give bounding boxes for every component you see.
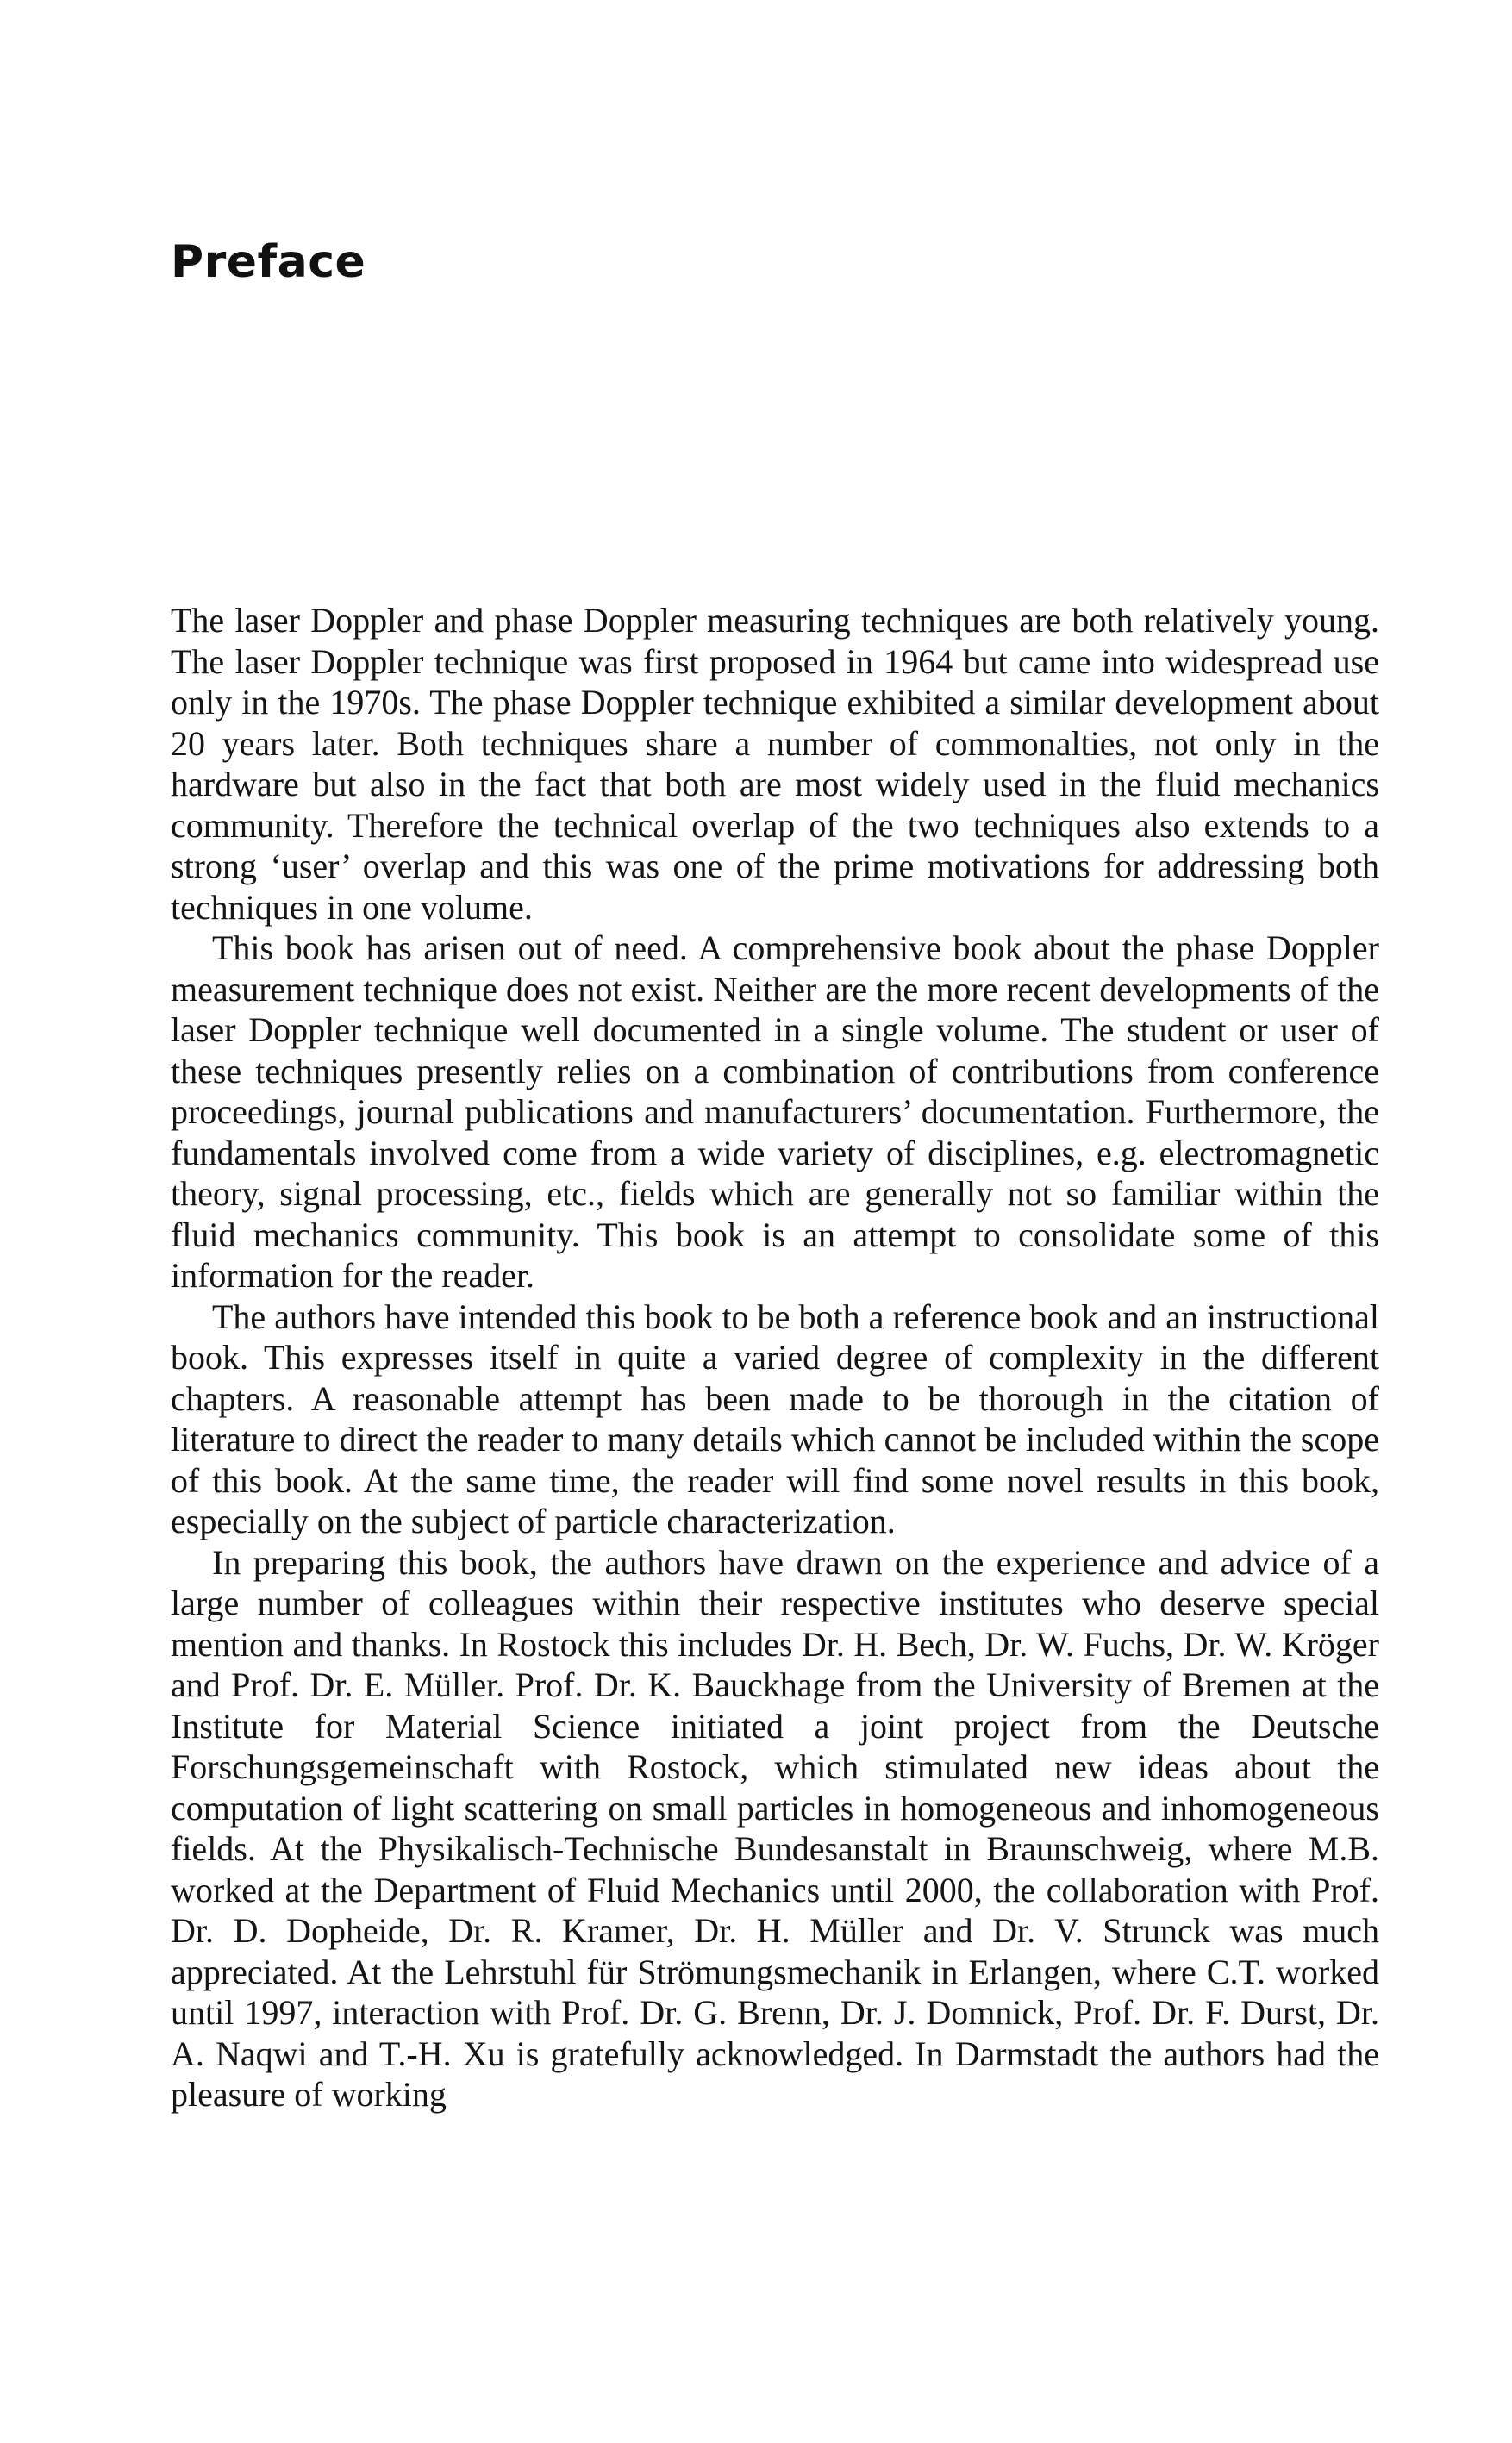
paragraph-2: This book has arisen out of need. A comprehensive book about the phase Doppler measurement technique does not exist. Neither are the more recent developments of the laser Doppler technique well documented in a single volume. The student or user of these techniques presently relies on a combination of contributions from conference proceedings, journal publications and manufacturers’ documentation. Furthermore, the fundamentals involved come from a wide variety of disciplines, e.g. electromagnetic theory, signal processing, etc., fields which are generally not so familiar within the fluid mechanics community. This book is an attempt to consolidate some of this information for the reader. xyxy=(171,928,1379,1295)
paragraph-1: The laser Doppler and phase Doppler measuring techniques are both relatively young. The laser Doppler technique was first proposed in 1964 but came into widespread use only in the 1970s. The phase Doppler technique exhibited a similar development about 20 years later. Both techniques share a number of commonalties, not only in the hardware but also in the fact that both are most widely used in the fluid mechanics community. Therefore the technical overlap of the two techniques also extends to a strong ‘user’ overlap and this was one of the prime motivations for addressing both techniques in one volume. xyxy=(171,601,1379,927)
paragraph-4: In preparing this book, the authors have drawn on the experience and advice of a large number of colleagues within their respective institutes who deserve special mention and thanks. In Rostock this includes Dr. H. Bech, Dr. W. Fuchs, Dr. W. Kröger and Prof. Dr. E. Müller. Prof. Dr. K. Bauckhage from the University of Bremen at the Institute for Material Science initiated a joint project from the Deutsche Forschungsgemeinschaft with Rostock, which stimulated new ideas about the computation of light scattering on small particles in homogeneous and inhomogeneous fields. At the Physikalisch-Technische Bundesanstalt in Braunschweig, where M.B. worked at the Department of Fluid Mechanics until 2000, the collaboration with Prof. Dr. D. Dopheide, Dr. R. Kramer, Dr. H. Müller and Dr. V. Strunck was much appreciated. At the Lehrstuhl für Strömungsmechanik in Erlangen, where C.T. worked until 1997, interaction with Prof. Dr. G. Brenn, Dr. J. Domnick, Prof. Dr. F. Durst, Dr. A. Naqwi and T.-H. Xu is gratefully acknowledged. In Darmstadt the authors had the pleasure of working xyxy=(171,1542,1379,2114)
page-title: Preface xyxy=(171,236,366,288)
paragraph-3: The authors have intended this book to be both a reference book and an instructional book. This expresses itself in quite a varied degree of complexity in the different chapters. A reasonable attempt has been made to be thorough in the citation of literature to direct the reader to many details which cannot be included within the scope of this book. At the same time, the reader will find some novel results in this book, especially on the subject of particle characterization. xyxy=(171,1296,1379,1540)
preface-body xyxy=(171,600,1379,2115)
